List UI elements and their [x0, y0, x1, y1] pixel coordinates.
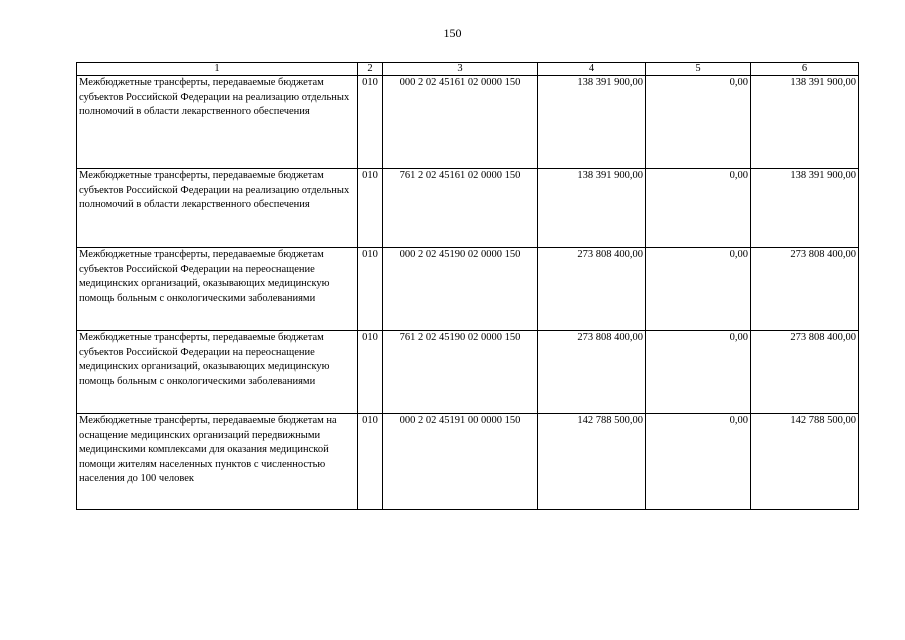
- budget-table: [76, 62, 859, 510]
- budget-code-cell: 761 2 02 45190 02 0000 150: [383, 331, 538, 414]
- change-amount-cell: 0,00: [646, 414, 751, 510]
- budget-code-cell: 761 2 02 45161 02 0000 150: [383, 169, 538, 248]
- column-header: 1: [77, 63, 358, 76]
- change-amount-cell: 0,00: [646, 76, 751, 169]
- plan-amount-cell: 142 788 500,00: [538, 414, 646, 510]
- transfer-name-cell: Межбюджетные трансферты, передаваемые бюджетам субъектов Российской Федерации на реализацию отдельных полномочий в области лекарственного обеспечения: [77, 76, 358, 169]
- plan-amount-cell: 273 808 400,00: [538, 248, 646, 331]
- column-header: 2: [358, 63, 383, 76]
- table-row: [77, 76, 859, 169]
- change-amount-cell: 0,00: [646, 248, 751, 331]
- transfer-name-cell: Межбюджетные трансферты, передаваемые бюджетам субъектов Российской Федерации на реализацию отдельных полномочий в области лекарственного обеспечения: [77, 169, 358, 248]
- column-header: 5: [646, 63, 751, 76]
- budget-code-cell: 000 2 02 45191 00 0000 150: [383, 414, 538, 510]
- table-row: [77, 414, 859, 510]
- column-header: 4: [538, 63, 646, 76]
- plan-amount-cell: 273 808 400,00: [538, 331, 646, 414]
- admin-code-cell: 010: [358, 248, 383, 331]
- admin-code-cell: 010: [358, 76, 383, 169]
- column-header: 3: [383, 63, 538, 76]
- column-header: 6: [751, 63, 859, 76]
- total-amount-cell: 273 808 400,00: [751, 331, 859, 414]
- change-amount-cell: 0,00: [646, 331, 751, 414]
- transfer-name-cell: Межбюджетные трансферты, передаваемые бюджетам субъектов Российской Федерации на переоснащение медицинских организаций, оказывающих медицинскую помощь больным с онкологическими заболеваниями: [77, 248, 358, 331]
- change-amount-cell: 0,00: [646, 169, 751, 248]
- total-amount-cell: 273 808 400,00: [751, 248, 859, 331]
- admin-code-cell: 010: [358, 414, 383, 510]
- admin-code-cell: 010: [358, 169, 383, 248]
- total-amount-cell: 138 391 900,00: [751, 169, 859, 248]
- budget-code-cell: 000 2 02 45161 02 0000 150: [383, 76, 538, 169]
- plan-amount-cell: 138 391 900,00: [538, 76, 646, 169]
- transfer-name-cell: Межбюджетные трансферты, передаваемые бюджетам на оснащение медицинских организаций передвижными медицинскими комплексами для оказания медицинской помощи жителям населенных пунктов с численностью населения до 100 человек: [77, 414, 358, 510]
- table-header-row: [77, 63, 859, 76]
- table-row: [77, 331, 859, 414]
- table-row: [77, 248, 859, 331]
- total-amount-cell: 138 391 900,00: [751, 76, 859, 169]
- transfer-name-cell: Межбюджетные трансферты, передаваемые бюджетам субъектов Российской Федерации на переоснащение медицинских организаций, оказывающих медицинскую помощь больным с онкологическими заболеваниями: [77, 331, 358, 414]
- total-amount-cell: 142 788 500,00: [751, 414, 859, 510]
- page-number: 150: [443, 26, 462, 40]
- table-row: [77, 169, 859, 248]
- plan-amount-cell: 138 391 900,00: [538, 169, 646, 248]
- budget-code-cell: 000 2 02 45190 02 0000 150: [383, 248, 538, 331]
- admin-code-cell: 010: [358, 331, 383, 414]
